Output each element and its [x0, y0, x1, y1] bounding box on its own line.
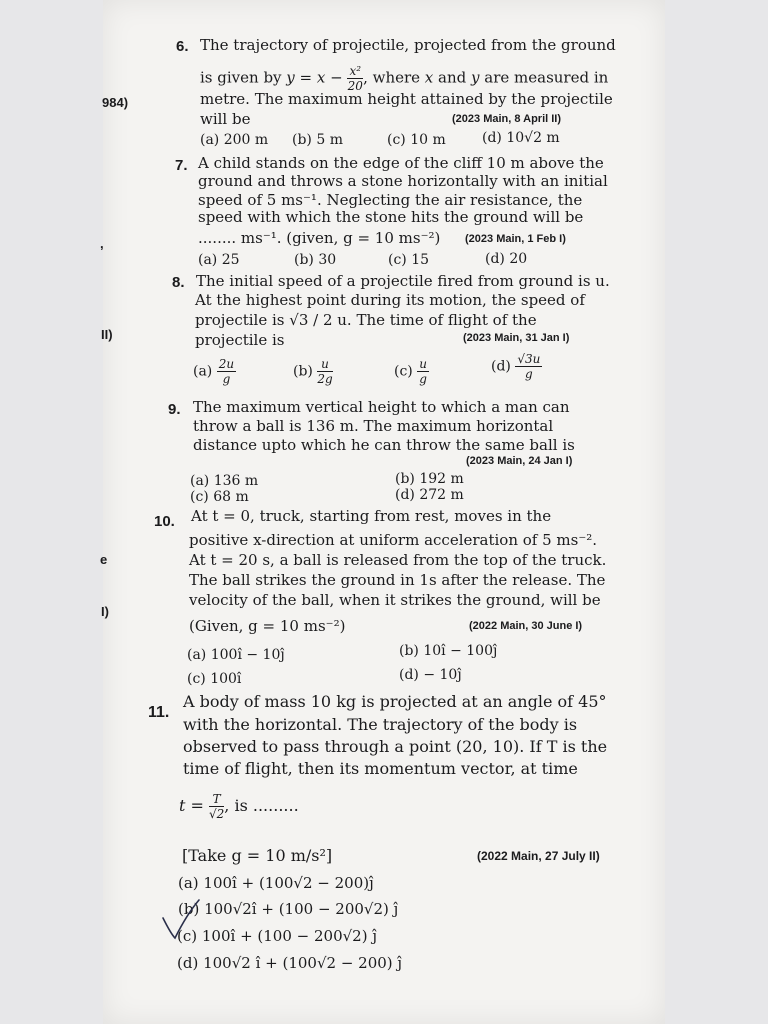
question-text: The ball strikes the ground in 1s after the release. The: [189, 571, 606, 589]
option: (b) 10î − 100ĵ: [399, 643, 498, 659]
option: (d) − 10ĵ: [399, 667, 462, 683]
option: (d) 272 m: [395, 487, 464, 503]
question-text: ground and throws a stone horizontally with an initial: [198, 172, 608, 190]
question-text: At t = 20 s, a ball is released from the top of the truck.: [189, 551, 607, 569]
option: (c) $\frac{u}{g}$: [394, 357, 427, 386]
option: (a) $\frac{2u}{g}$: [193, 357, 235, 386]
fraction: $\frac{u}{g}$: [419, 357, 427, 386]
question-text: The trajectory of projectile, projected from the ground: [200, 36, 616, 54]
option: (a) 100î − 10ĵ: [187, 647, 285, 663]
question-text: (Given, g = 10 ms⁻²): [189, 617, 346, 635]
question-text: At the highest point during its motion, the speed of: [195, 291, 585, 309]
fraction: $\frac{u}{2g}$: [317, 357, 333, 386]
question-number: 11.: [148, 704, 170, 721]
option: (b) 5 m: [292, 132, 343, 148]
option: (a) 25: [198, 252, 240, 268]
option: (c) 100î: [187, 671, 242, 687]
question-text: projectile is: [195, 331, 285, 349]
option: (a) 200 m: [200, 132, 269, 148]
option: (a) 100î + (100√2 − 200)ĵ: [178, 874, 374, 892]
exam-source: (2023 Main, 24 Jan I): [466, 455, 573, 467]
option: (d) 20: [485, 251, 528, 267]
question-text: distance upto which he can throw the same ball is: [193, 436, 575, 454]
margin-note: I): [101, 604, 109, 619]
option: (b) 100√2î + (100 − 200√2) ĵ: [178, 900, 399, 918]
question-text: At t = 0, truck, starting from rest, moves in the: [191, 507, 552, 525]
exam-source: (2022 Main, 30 June I): [469, 620, 583, 632]
exam-source: (2022 Main, 27 July II): [477, 849, 600, 863]
question-text: The maximum vertical height to which a man can: [193, 398, 570, 416]
option: (b) 30: [294, 252, 337, 268]
question-text: is given by y = x − $\frac{\text{x²}}{20}$ , where x and y are measured in: [200, 64, 609, 93]
question-number: 7.: [175, 157, 188, 174]
book-page: [100, 0, 665, 1024]
question-text: will be: [200, 110, 251, 128]
fraction: $\frac{T}{√2}$: [209, 792, 225, 821]
question-text: throw a ball is 136 m. The maximum horizontal: [193, 417, 554, 435]
handwritten-check-icon: [159, 896, 203, 942]
question-text: The initial speed of a projectile fired from ground is u.: [196, 272, 610, 290]
question-text: positive x-direction at uniform acceleration of 5 ms⁻².: [189, 531, 598, 549]
exam-source: (2023 Main, 31 Jan I): [463, 332, 570, 344]
option: (d) $\frac{√3u}{g}$: [491, 352, 541, 381]
exam-source: (2023 Main, 8 April II): [452, 113, 562, 125]
question-text: with the horizontal. The trajectory of the body is: [183, 715, 578, 734]
option: (c) 15: [388, 252, 430, 268]
question-text: A body of mass 10 kg is projected at an angle of 45°: [183, 692, 607, 711]
question-number: 8.: [172, 274, 185, 291]
option: (b) $\frac{u}{2g}$: [293, 357, 333, 386]
question-text: time of flight, then its momentum vector, at time: [183, 759, 578, 778]
fraction: $\frac{√3u}{g}$: [517, 352, 541, 381]
option: (a) 136 m: [190, 473, 259, 489]
option: (b) 192 m: [395, 471, 464, 487]
margin-note: II): [101, 327, 113, 342]
exam-source: (2023 Main, 1 Feb I): [465, 233, 566, 245]
question-number: 9.: [168, 401, 181, 418]
option: (d) 10√2 m: [482, 130, 560, 146]
question-text: [Take g = 10 m/s²]: [182, 846, 333, 865]
question-text: speed with which the stone hits the ground will be: [198, 208, 584, 226]
margin-note: ,: [100, 236, 104, 251]
question-number: 10.: [154, 513, 175, 530]
question-text: ........ ms⁻¹. (given, g = 10 ms⁻²): [198, 229, 441, 247]
option: (c) 10 m: [387, 132, 446, 148]
question-text: metre. The maximum height attained by the projectile: [200, 90, 613, 108]
option: (c) 68 m: [190, 489, 249, 505]
fraction: $\frac{\text{x²}}{20}$: [347, 64, 363, 93]
question-text: observed to pass through a point (20, 10). If T is the: [183, 737, 608, 756]
question-number: 6.: [176, 38, 189, 55]
option: (c) 100î + (100 − 200√2) ĵ: [177, 927, 377, 945]
question-text: velocity of the ball, when it strikes the ground, will be: [189, 591, 601, 609]
question-text: projectile is √3 / 2 u. The time of flight of the: [195, 311, 537, 329]
question-text: speed of 5 ms⁻¹. Neglecting the air resistance, the: [198, 191, 583, 209]
fraction: $\frac{2u}{g}$: [218, 357, 235, 386]
margin-note: e: [100, 552, 108, 567]
question-text: t = $\frac{T}{√2}$ , is .........: [179, 792, 299, 821]
margin-note: 984): [102, 95, 129, 110]
question-text: A child stands on the edge of the cliff 10 m above the: [198, 154, 604, 172]
option: (d) 100√2 î + (100√2 − 200) ĵ: [177, 954, 403, 972]
